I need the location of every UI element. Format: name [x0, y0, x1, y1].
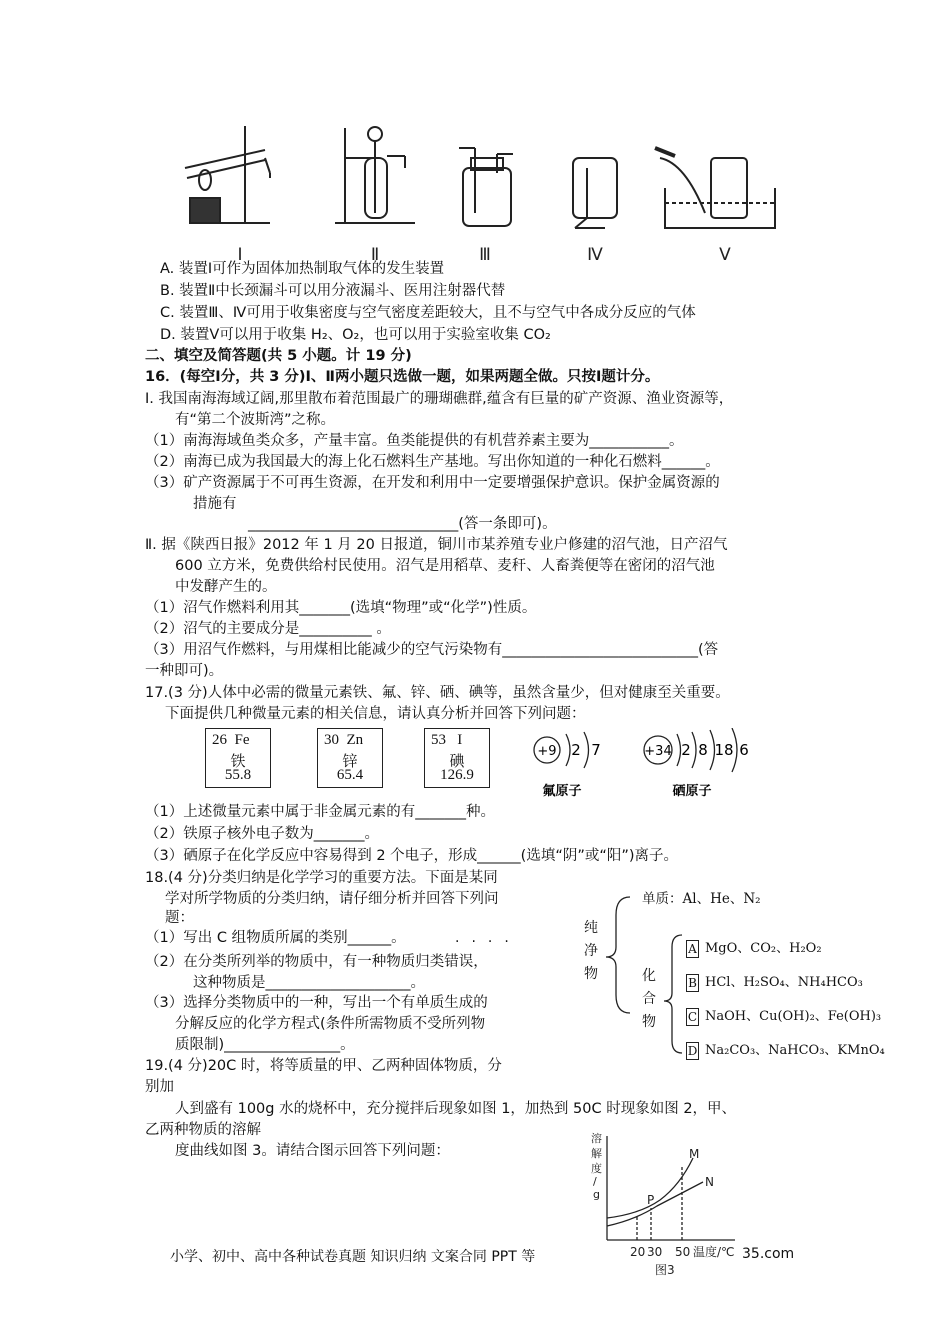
root-char-2: 净	[584, 943, 598, 959]
q15-option-d: D. 装置Ⅴ可以用于收集 H₂、O₂，也可以用于实验室收集 CO₂	[160, 327, 551, 343]
q19-head-2: 别加	[145, 1079, 174, 1095]
curve-n-label: N	[705, 1175, 714, 1189]
svg-text:8: 8	[698, 741, 708, 759]
group-a: A MgO、CO₂、H₂O₂	[686, 937, 822, 958]
compound-char-3: 物	[642, 1014, 656, 1030]
root-char-3: 物	[584, 966, 598, 982]
graph-ylabel-1: 溶	[591, 1132, 602, 1145]
selenium-label: 硒原子	[672, 784, 712, 799]
graph-ylabel-5: g	[593, 1188, 600, 1201]
selenium-atom-diagram	[640, 728, 760, 800]
q16-ii-q3-2: 一种即可)。	[145, 663, 224, 679]
tick-30: 30	[647, 1245, 663, 1259]
q18-head-2: 学对所学物质的分类归纳，请仔细分析并回答下列问	[165, 891, 499, 907]
q16-ii-q2: （2）沼气的主要成分是__________ 。	[145, 621, 391, 637]
q16-i-intro-2: 有“第二个波斯湾”之称。	[175, 412, 336, 428]
q18-head: 18.(4 分)分类归纳是化学学习的重要方法。下面是某同	[145, 870, 498, 886]
q17-head-2: 下面提供几种微量元素的相关信息，请认真分析并回答下列问题：	[165, 706, 586, 722]
graph-ylabel-3: 度	[591, 1162, 602, 1175]
point-p-label: P	[647, 1193, 655, 1207]
svg-text:2: 2	[681, 741, 691, 759]
q15-option-b: B. 装置Ⅱ中长颈漏斗可以用分液漏斗、医用注射器代替	[160, 283, 506, 299]
apparatus-label-4: Ⅳ	[587, 245, 603, 265]
q19-line-3: 人到盛有 100g 水的烧杯中，充分搅拌后现象如图 1，加热到 50C 时现象如图 2，甲、	[175, 1101, 737, 1117]
svg-text:18: 18	[714, 741, 734, 759]
element-card-zn: 30 Zn 锌 65.4	[317, 728, 383, 788]
q17-q3: （3）硒原子在化学反应中容易得到 2 个电子，形成______(选填“阴”或“阳”)离子。	[145, 848, 679, 864]
q17-q1: （1）上述微量元素中属于非金属元素的有_______种。	[145, 804, 495, 820]
element-card-i: 53 I 碘 126.9	[424, 728, 490, 788]
group-b: B HCl、H₂SO₄、NH₄HCO₃	[686, 971, 863, 992]
fluorine-atom-diagram	[530, 728, 620, 800]
apparatus-label-3: Ⅲ	[479, 245, 491, 265]
q18-q3: （3）选择分类物质中的一种，写出一个有单质生成的	[145, 995, 488, 1011]
compound-char-2: 合	[642, 991, 656, 1007]
q18-head-3: 题：	[165, 910, 194, 926]
group-d: D Na₂CO₃、NaHCO₃、KMnO₄	[687, 1043, 885, 1058]
svg-text:7: 7	[591, 741, 601, 759]
q16-i-q3: （3）矿产资源属于不可再生资源，在开发和利用中一定要增强保护意识。保护金属资源的	[145, 475, 720, 491]
q16-ii-q3: （3）用沼气作燃料，与用煤相比能减少的空气污染物有___________________________(答	[145, 642, 719, 658]
q15-option-c: C. 装置Ⅲ、Ⅳ可用于收集密度与空气密度差距较大，且不与空气中各成分反应的气体	[160, 305, 696, 321]
q16-i-q2: （2）南海已成为我国最大的海上化石燃料生产基地。写出你知道的一种化石燃料______。	[145, 454, 720, 470]
q16-ii-intro-2: 600 立方米，免费供给村民使用。沼气是用稻草、麦秆、人畜粪便等在密闭的沼气池	[175, 558, 715, 574]
q16-i-intro: I. 我国南海海域辽阔,那里散布着范围最广的珊瑚礁群,蕴含有巨量的矿产资源、渔业资源等，	[145, 391, 734, 407]
q16-ii-intro-3: 中发酵产生的。	[175, 579, 277, 595]
q16-ii-intro: Ⅱ. 据《陕西日报》2012 年 1 月 20 日报道，铜川市某养殖专业户修建的沼气池，日产沼气	[145, 537, 728, 553]
q16-head: 16．(每空Ⅰ分，共 3 分)Ⅰ、Ⅱ两小题只选做一题，如果两题全做。只按Ⅰ题计分。	[145, 369, 660, 385]
q18-q2: （2）在分类所列举的物质中，有一种物质归类错误，	[145, 954, 488, 970]
element-card-fe: 26 Fe 铁 55.8	[205, 728, 271, 788]
footer-url: 35.com	[742, 1246, 795, 1262]
q16-i-q3-3: _____________________________(答一条即可)。	[248, 516, 557, 532]
graph-ylabel-4: /	[593, 1175, 597, 1188]
footer-text: 小学、初中、高中各种试卷真题 知识归纳 文案合同 PPT 等	[170, 1249, 536, 1265]
compound-char-1: 化	[642, 968, 656, 984]
graph-xlabel: 温度/℃	[693, 1245, 735, 1259]
q18-q1: （1）写出 C 组物质所属的类别______。	[145, 930, 406, 946]
q18-q2-2: 这种物质是____________________。	[193, 975, 425, 991]
svg-text:2: 2	[571, 741, 581, 759]
q19-line-4: 乙两种物质的溶解	[145, 1122, 261, 1138]
q16-i-q3-2: 措施有	[193, 496, 237, 512]
root-char-1: 纯	[584, 920, 598, 936]
svg-text:+9: +9	[537, 744, 557, 759]
classification-tree	[580, 885, 910, 1065]
q18-q3-3: 质限制)________________。	[175, 1037, 355, 1053]
graph-caption: 图3	[655, 1263, 675, 1277]
solubility-graph	[585, 1130, 755, 1278]
q19-head: 19.(4 分)20C 时，将等质量的甲、乙两种固体物质，分	[145, 1058, 502, 1074]
q17-q2: （2）铁原子核外电子数为_______。	[145, 826, 379, 842]
apparatus-label-1: Ⅰ	[237, 245, 243, 265]
tick-50: 50	[675, 1245, 691, 1259]
q19-line-5: 度曲线如图 3。请结合图示回答下列问题：	[175, 1143, 450, 1159]
q18-q3-2: 分解反应的化学方程式(条件所需物质不受所列物	[175, 1016, 486, 1032]
q17-head: 17.(3 分)人体中必需的微量元素铁、氟、锌、硒、碘等，虽然含量少，但对健康至关重要。	[145, 685, 730, 701]
svg-text:+34: +34	[644, 744, 672, 759]
apparatus-label-2: Ⅱ	[370, 245, 380, 265]
q16-i-q1: （1）南海海域鱼类众多，产量丰富。鱼类能提供的有机营养素主要为___________。	[145, 433, 684, 449]
tick-20: 20	[630, 1245, 646, 1259]
graph-ylabel-2: 解	[591, 1147, 602, 1160]
apparatus-label-5: Ⅴ	[719, 245, 731, 265]
apparatus-figure	[175, 118, 795, 268]
element-group: 单质：Al、He、N₂	[642, 891, 761, 907]
svg-text:6: 6	[739, 741, 749, 759]
curve-m-label: M	[689, 1147, 700, 1161]
emphasis-dots: ····	[455, 934, 521, 950]
fluorine-label: 氟原子	[542, 784, 582, 799]
section2-heading: 二、填空及简答题(共 5 小题。计 19 分)	[145, 348, 412, 364]
q15-option-a: A. 装置Ⅰ可作为固体加热制取气体的发生装置	[160, 261, 445, 277]
group-c: C NaOH、Cu(OH)₂、Fe(OH)₃	[687, 1009, 882, 1024]
q16-ii-q1: （1）沼气作燃料利用其_______(选填“物理”或“化学”)性质。	[145, 600, 537, 616]
